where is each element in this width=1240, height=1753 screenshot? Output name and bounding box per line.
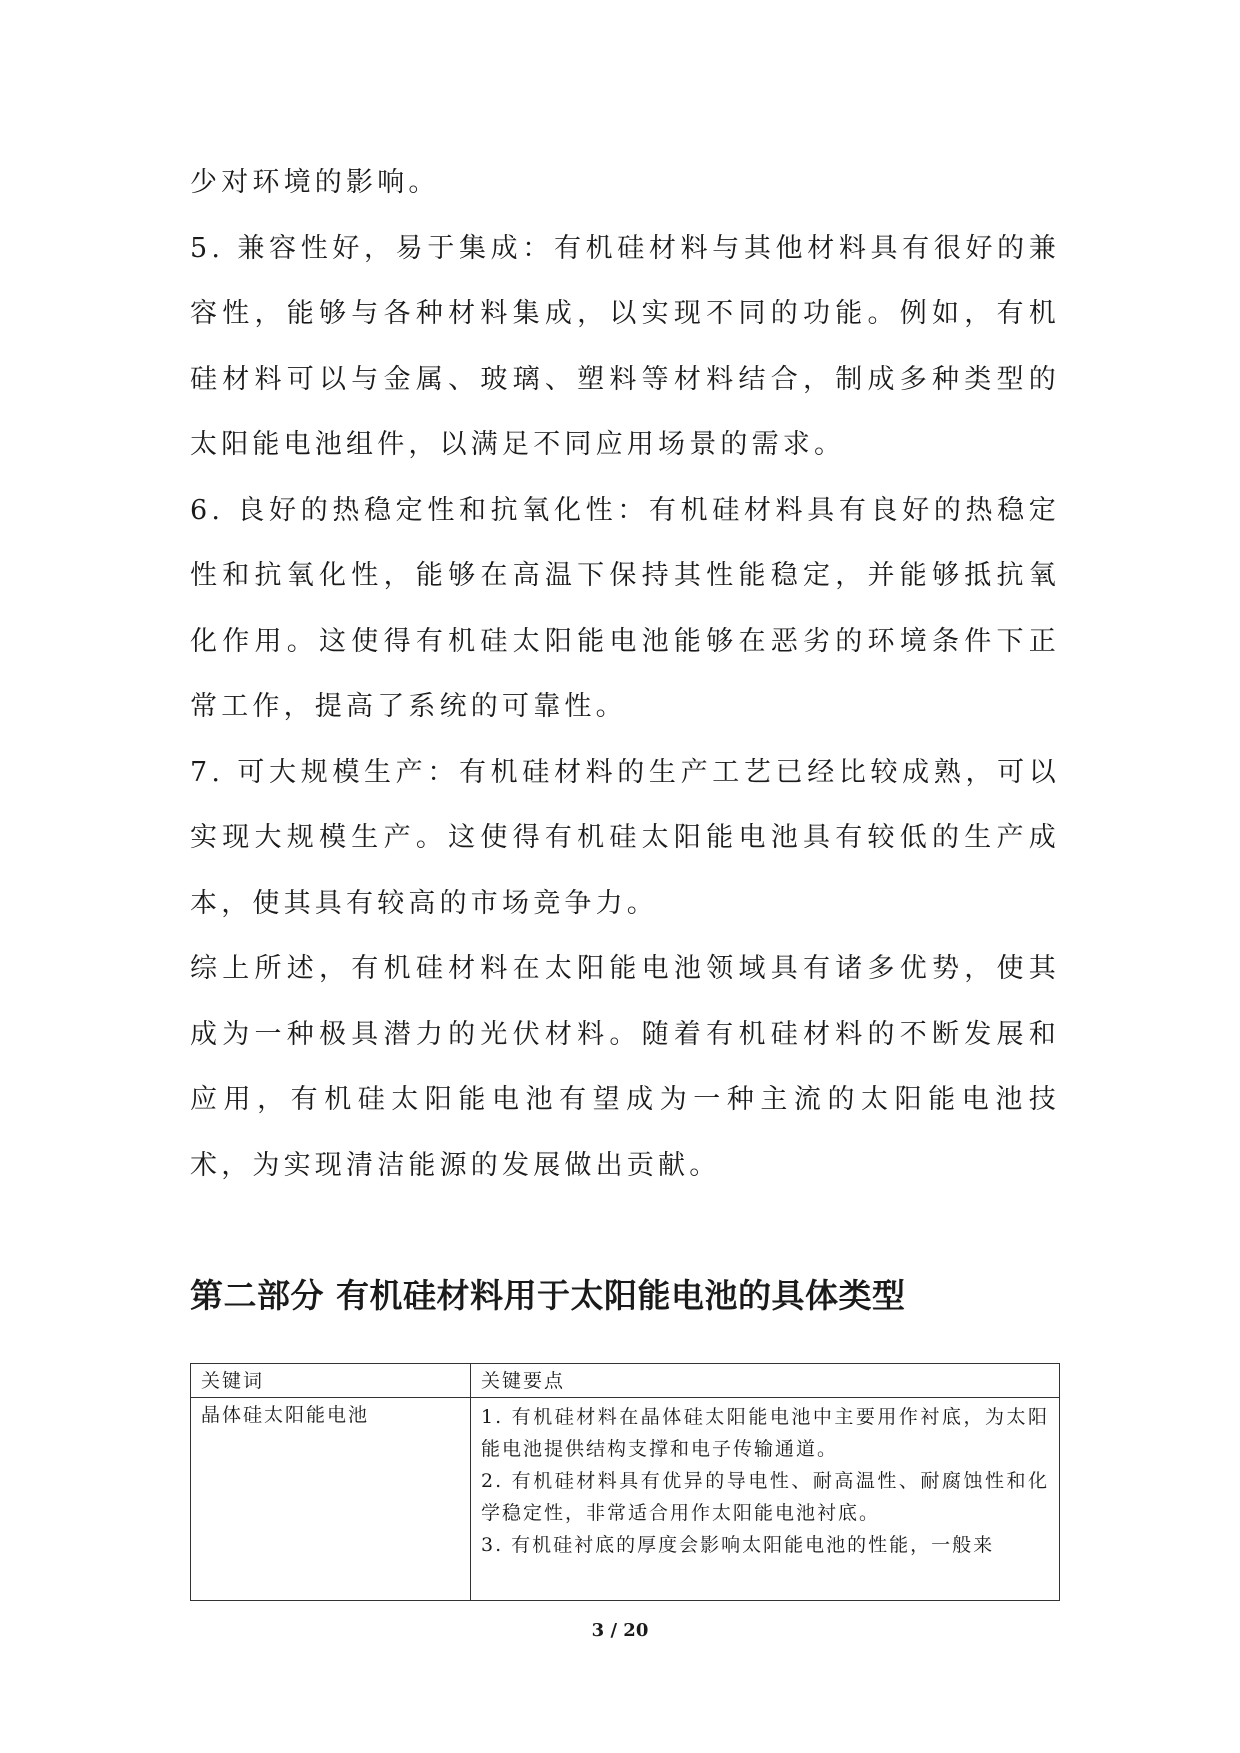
- key-points-table: [190, 1363, 1060, 1601]
- section-title: 第二部分 有机硅材料用于太阳能电池的具体类型: [190, 1276, 906, 1315]
- paragraph: 综上所述，有机硅材料在太阳能电池领域具有诸多优势，使其成为一种极具潜力的光伏材料。随着有机硅材料的不断发展和应用，有机硅太阳能电池有望成为一种主流的太阳能电池技术，为实现清洁能源的发展做出贡献。: [190, 953, 1060, 1181]
- paragraph: 少对环境的影响。: [190, 167, 440, 198]
- key-point: 3. 有机硅衬底的厚度会影响太阳能电池的性能，一般来: [481, 1534, 995, 1556]
- page-number: 3 / 20: [591, 1620, 649, 1641]
- column-header-keyword: 关键词: [191, 1364, 471, 1398]
- table-row: [191, 1398, 1060, 1601]
- paragraph: 7. 可大规模生产：有机硅材料的生产工艺已经比较成熟，可以实现大规模生产。这使得有机硅太阳能电池具有较低的生产成本，使其具有较高的市场竞争力。: [190, 756, 1060, 919]
- paragraph: 6. 良好的热稳定性和抗氧化性：有机硅材料具有良好的热稳定性和抗氧化性，能够在高温下保持其性能稳定，并能够抵抗氧化作用。这使得有机硅太阳能电池能够在恶劣的环境条件下正常工作，提高了系统的可靠性。: [190, 494, 1060, 722]
- table-header-row: [191, 1364, 1060, 1398]
- column-header-key-points: 关键要点: [471, 1364, 1060, 1398]
- document-body: [190, 150, 1060, 1198]
- paragraph: 5. 兼容性好，易于集成：有机硅材料与其他材料具有很好的兼容性，能够与各种材料集成，以实现不同的功能。例如，有机硅材料可以与金属、玻璃、塑料等材料结合，制成多种类型的太阳能电池组件，以满足不同应用场景的需求。: [190, 232, 1060, 460]
- key-point: 1. 有机硅材料在晶体硅太阳能电池中主要用作衬底，为太阳能电池提供结构支撑和电子传输通道。: [481, 1406, 1049, 1460]
- key-point: 2. 有机硅材料具有优异的导电性、耐高温性、耐腐蚀性和化学稳定性，非常适合用作太阳能电池衬底。: [481, 1470, 1049, 1524]
- key-points-cell: [471, 1398, 1060, 1601]
- keyword-cell: [191, 1398, 471, 1601]
- keyword-text: 晶体硅太阳能电池: [201, 1404, 370, 1426]
